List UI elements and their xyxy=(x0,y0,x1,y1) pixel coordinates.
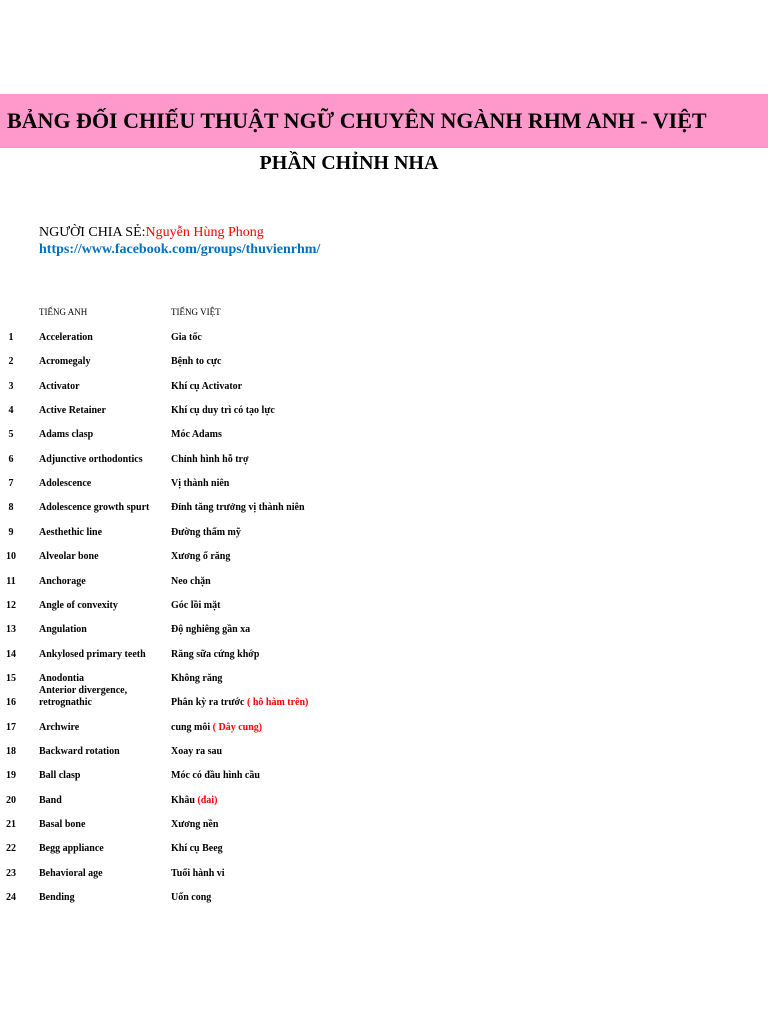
english-term: Anchorage xyxy=(39,576,86,587)
row-number: 21 xyxy=(6,819,16,830)
vietnamese-term-text: Chỉnh hình hỗ trợ xyxy=(171,454,249,465)
table-row xyxy=(0,527,768,543)
english-term: Acromegaly xyxy=(39,356,91,367)
english-term: Basal bone xyxy=(39,819,86,830)
table-row xyxy=(0,722,768,738)
english-term: Begg appliance xyxy=(39,843,104,854)
vietnamese-term-text: Đường thẩm mỹ xyxy=(171,527,241,538)
table-row xyxy=(0,429,768,445)
vietnamese-term xyxy=(171,795,217,806)
vietnamese-term xyxy=(171,843,223,854)
table-row xyxy=(0,624,768,640)
english-term: Alveolar bone xyxy=(39,551,99,562)
english-term: Band xyxy=(39,795,62,806)
document-subtitle: PHẦN CHỈNH NHA xyxy=(259,152,439,174)
vietnamese-term-text: Móc Adams xyxy=(171,429,222,440)
row-number: 18 xyxy=(6,746,16,757)
english-term: Adolescence xyxy=(39,478,92,489)
vietnamese-term-text: Khí cụ duy trì có tạo lực xyxy=(171,405,275,416)
english-term: Archwire xyxy=(39,722,80,733)
vietnamese-term-text: Vị thành niên xyxy=(171,478,230,489)
vietnamese-term-text: Tuổi hành vi xyxy=(171,868,225,879)
vietnamese-term xyxy=(171,624,250,635)
english-term: Angle of convexity xyxy=(39,600,118,611)
english-term: Active Retainer xyxy=(39,405,106,416)
sharer-line xyxy=(39,225,264,241)
vietnamese-term-text: cung môi xyxy=(171,722,213,733)
row-number: 7 xyxy=(8,478,14,489)
row-number: 14 xyxy=(6,649,16,660)
vietnamese-term-text: Khí cụ Activator xyxy=(171,381,243,392)
row-number: 2 xyxy=(8,356,14,367)
vietnamese-term-text: Khâu xyxy=(171,795,198,806)
vietnamese-term xyxy=(171,649,259,660)
vietnamese-term xyxy=(171,454,249,465)
row-number: 1 xyxy=(8,332,14,343)
english-term: Backward rotation xyxy=(39,746,120,757)
vietnamese-term-text: Bệnh to cực xyxy=(171,356,222,367)
english-term: Ankylosed primary teeth xyxy=(39,649,146,660)
vietnamese-term xyxy=(171,478,229,489)
row-number: 24 xyxy=(6,892,16,903)
table-row xyxy=(0,795,768,811)
vietnamese-term xyxy=(171,722,262,733)
table-row xyxy=(0,405,768,421)
english-term: Acceleration xyxy=(39,332,93,343)
table-row xyxy=(0,868,768,884)
row-number: 23 xyxy=(6,868,16,879)
vietnamese-term-text: Đỉnh tăng trưởng vị thành niên xyxy=(171,502,305,513)
column-header-vietnamese: TIẾNG VIỆT xyxy=(171,307,221,317)
vietnamese-term xyxy=(171,868,225,879)
row-number: 11 xyxy=(6,576,16,587)
english-term: Anterior divergence, retrognathic xyxy=(39,685,128,708)
table-row xyxy=(0,478,768,494)
row-number: 15 xyxy=(6,673,16,684)
table-row xyxy=(0,600,768,616)
row-number: 13 xyxy=(6,624,16,635)
document-title: BẢNG ĐỐI CHIẾU THUẬT NGỮ CHUYÊN NGÀNH RHM ANH - VIỆT xyxy=(7,108,707,133)
row-number: 20 xyxy=(6,795,16,806)
vietnamese-term xyxy=(171,697,308,708)
vietnamese-term-text: Khí cụ Beeg xyxy=(171,843,223,854)
table-row xyxy=(0,454,768,470)
table-row xyxy=(0,649,768,665)
vietnamese-term xyxy=(171,502,305,513)
vietnamese-term-text: Độ nghiêng gần xa xyxy=(171,624,251,635)
sharer-label: NGƯỜI CHIA SẺ: xyxy=(39,225,146,240)
row-number: 8 xyxy=(8,502,14,513)
vietnamese-term-text: Xương ổ răng xyxy=(171,551,231,562)
row-number: 5 xyxy=(8,429,14,440)
vietnamese-term xyxy=(171,819,218,830)
column-header-english: TIẾNG ANH xyxy=(39,307,88,317)
table-row xyxy=(0,381,768,397)
table-row xyxy=(0,770,768,786)
english-term: Adolescence growth spurt xyxy=(39,502,150,513)
vietnamese-term-text: Uốn cong xyxy=(171,892,212,903)
row-number: 4 xyxy=(8,405,14,416)
facebook-group-link[interactable]: https://www.facebook.com/groups/thuvienrhm/ xyxy=(39,242,321,257)
row-number: 22 xyxy=(6,843,16,854)
row-number: 10 xyxy=(6,551,16,562)
table-row xyxy=(0,685,768,713)
row-number: 16 xyxy=(6,697,16,708)
vietnamese-term xyxy=(171,892,211,903)
table-row xyxy=(0,892,768,908)
english-term: Adjunctive orthodontics xyxy=(39,454,143,465)
table-row xyxy=(0,332,768,348)
vietnamese-term xyxy=(171,746,222,757)
table-row xyxy=(0,502,768,518)
vietnamese-term-text: Răng sữa cứng khớp xyxy=(171,649,260,660)
row-number: 6 xyxy=(8,454,14,465)
vietnamese-term-note: ( Dây cung) xyxy=(212,722,263,733)
vietnamese-term xyxy=(171,551,230,562)
english-term: Anodontia xyxy=(39,673,85,684)
english-term: Angulation xyxy=(39,624,87,635)
vietnamese-term xyxy=(171,600,220,611)
vietnamese-term-text: Neo chặn xyxy=(171,576,211,587)
vietnamese-term-note: (đai) xyxy=(197,795,218,806)
row-number: 17 xyxy=(6,722,16,733)
table-row xyxy=(0,551,768,567)
row-number: 12 xyxy=(6,600,16,611)
vietnamese-term xyxy=(171,576,211,587)
english-term: Behavioral age xyxy=(39,868,103,879)
vietnamese-term xyxy=(171,381,242,392)
vietnamese-term-text: Xoay ra sau xyxy=(171,746,223,757)
table-row xyxy=(0,843,768,859)
table-row xyxy=(0,576,768,592)
vietnamese-term xyxy=(171,673,222,684)
vietnamese-term xyxy=(171,332,202,343)
vietnamese-term-note: ( hô hàm trên) xyxy=(246,697,309,708)
english-term: Aesthethic line xyxy=(39,527,103,538)
vietnamese-term-text: Móc có đầu hình cầu xyxy=(171,770,260,781)
row-number: 3 xyxy=(8,381,14,392)
english-term: Adams clasp xyxy=(39,429,94,440)
vietnamese-term-text: Gia tốc xyxy=(171,332,202,343)
row-number: 19 xyxy=(6,770,16,781)
vietnamese-term-text: Không răng xyxy=(171,673,223,684)
vietnamese-term xyxy=(171,527,241,538)
vietnamese-term xyxy=(171,770,260,781)
table-row xyxy=(0,746,768,762)
english-term: Bending xyxy=(39,892,75,903)
table-row xyxy=(0,356,768,372)
english-term: Activator xyxy=(39,381,80,392)
vietnamese-term xyxy=(171,429,222,440)
vietnamese-term xyxy=(171,356,221,367)
sharer-name: Nguyễn Hùng Phong xyxy=(145,225,264,240)
english-term: Ball clasp xyxy=(39,770,81,781)
table-row xyxy=(0,819,768,835)
row-number: 9 xyxy=(8,527,14,538)
vietnamese-term-text: Xương nền xyxy=(171,819,219,830)
vietnamese-term xyxy=(171,405,275,416)
vietnamese-term-text: Góc lồi mặt xyxy=(171,600,221,611)
vietnamese-term-text: Phân kỳ ra trước xyxy=(171,697,247,708)
